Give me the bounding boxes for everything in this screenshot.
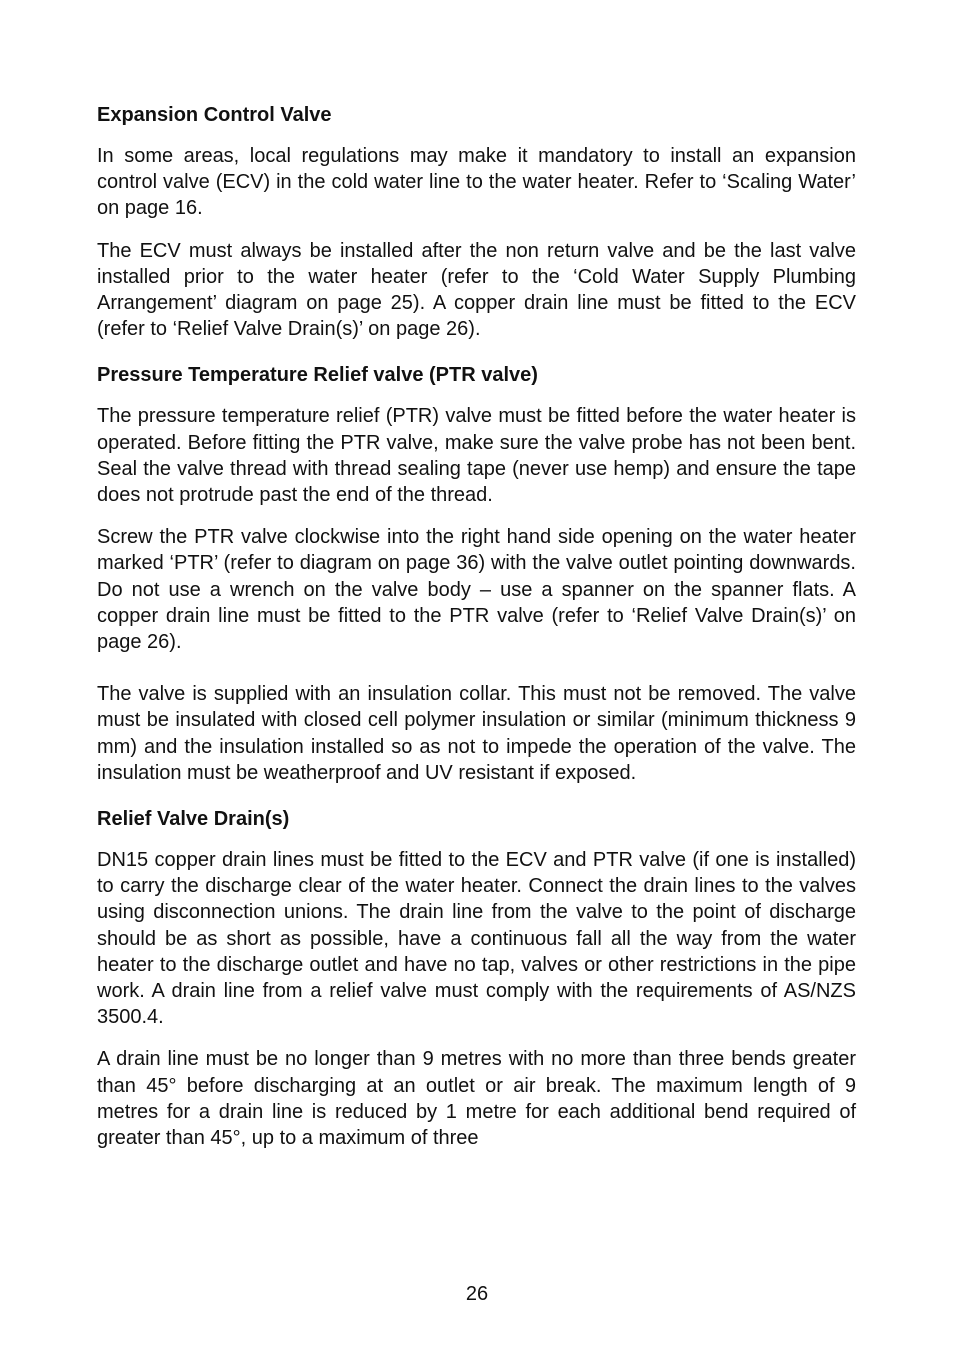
page-number: 26	[465, 1283, 489, 1305]
paragraph: In some areas, local regulations may make it mandatory to install an expansion control valve (ECV) in the cold water line to the water heater. Refer to ‘Scaling Water’ on page 16.	[97, 145, 856, 220]
paragraph: A drain line must be no longer than 9 metres with no more than three bends greater than 45° before discharging at an outlet or air break. The maximum length of 9 metres for a drain line is reduced by 1 metre for each additional bend required of greater than 45°, up to a maximum of three	[97, 1048, 856, 1150]
paragraph: The ECV must always be installed after the non return valve and be the last valve installed prior to the water heater (refer to the ‘Cold Water Supply Plumbing Arrangement’ diagram on page 25). A copper drain line must be fitted to the ECV (refer to ‘Relief Valve Drain(s)’ on page 26).	[97, 239, 856, 341]
section-expansion-control-valve	[97, 102, 856, 342]
section-heading: Pressure Temperature Relief valve (PTR valve)	[97, 364, 538, 387]
paragraph: The valve is supplied with an insulation collar. This must not be removed. The valve must be insulated with closed cell polymer insulation or similar (minimum thickness 9 mm) and the insulation installed so as not to impede the operation of the valve. The insulation must be weatherproof and UV resistant if exposed.	[97, 683, 856, 784]
paragraph: DN15 copper drain lines must be fitted to the ECV and PTR valve (if one is installed) to carry the discharge clear of the water heater. Connect the drain lines to the valves using disconnection unions. The drain line from the valve to the point of discharge should be as short as possible, have a continuous fall all the way from the water heater to the discharge outlet and have no tap, valves or other restrictions in the pipe work. A drain line from a relief valve must comply with the requirements of AS/NZS 3500.4.	[97, 849, 856, 1029]
section-ptr-valve	[97, 362, 856, 786]
section-heading: Expansion Control Valve	[97, 104, 332, 126]
section-heading: Relief Valve Drain(s)	[97, 808, 290, 831]
section-relief-valve-drains	[97, 806, 856, 1151]
paragraph: The pressure temperature relief (PTR) valve must be fitted before the water heater is operated. Before fitting the PTR valve, make sure the valve probe has not been bent. Seal the valve thread with thread sealing tape (never use hemp) and ensure the tape does not protrude past the end of the thread.	[97, 405, 856, 507]
paragraph: Screw the PTR valve clockwise into the right hand side opening on the water heater marked ‘PTR’ (refer to diagram on page 36) with the valve outlet pointing downwards. Do not use a wrench on the valve body – use a spanner on the spanner flats. A copper drain line must be fitted to the PTR valve (refer to ‘Relief Valve Drain(s)’ on page 26).	[97, 526, 856, 654]
page-content	[97, 102, 856, 1167]
